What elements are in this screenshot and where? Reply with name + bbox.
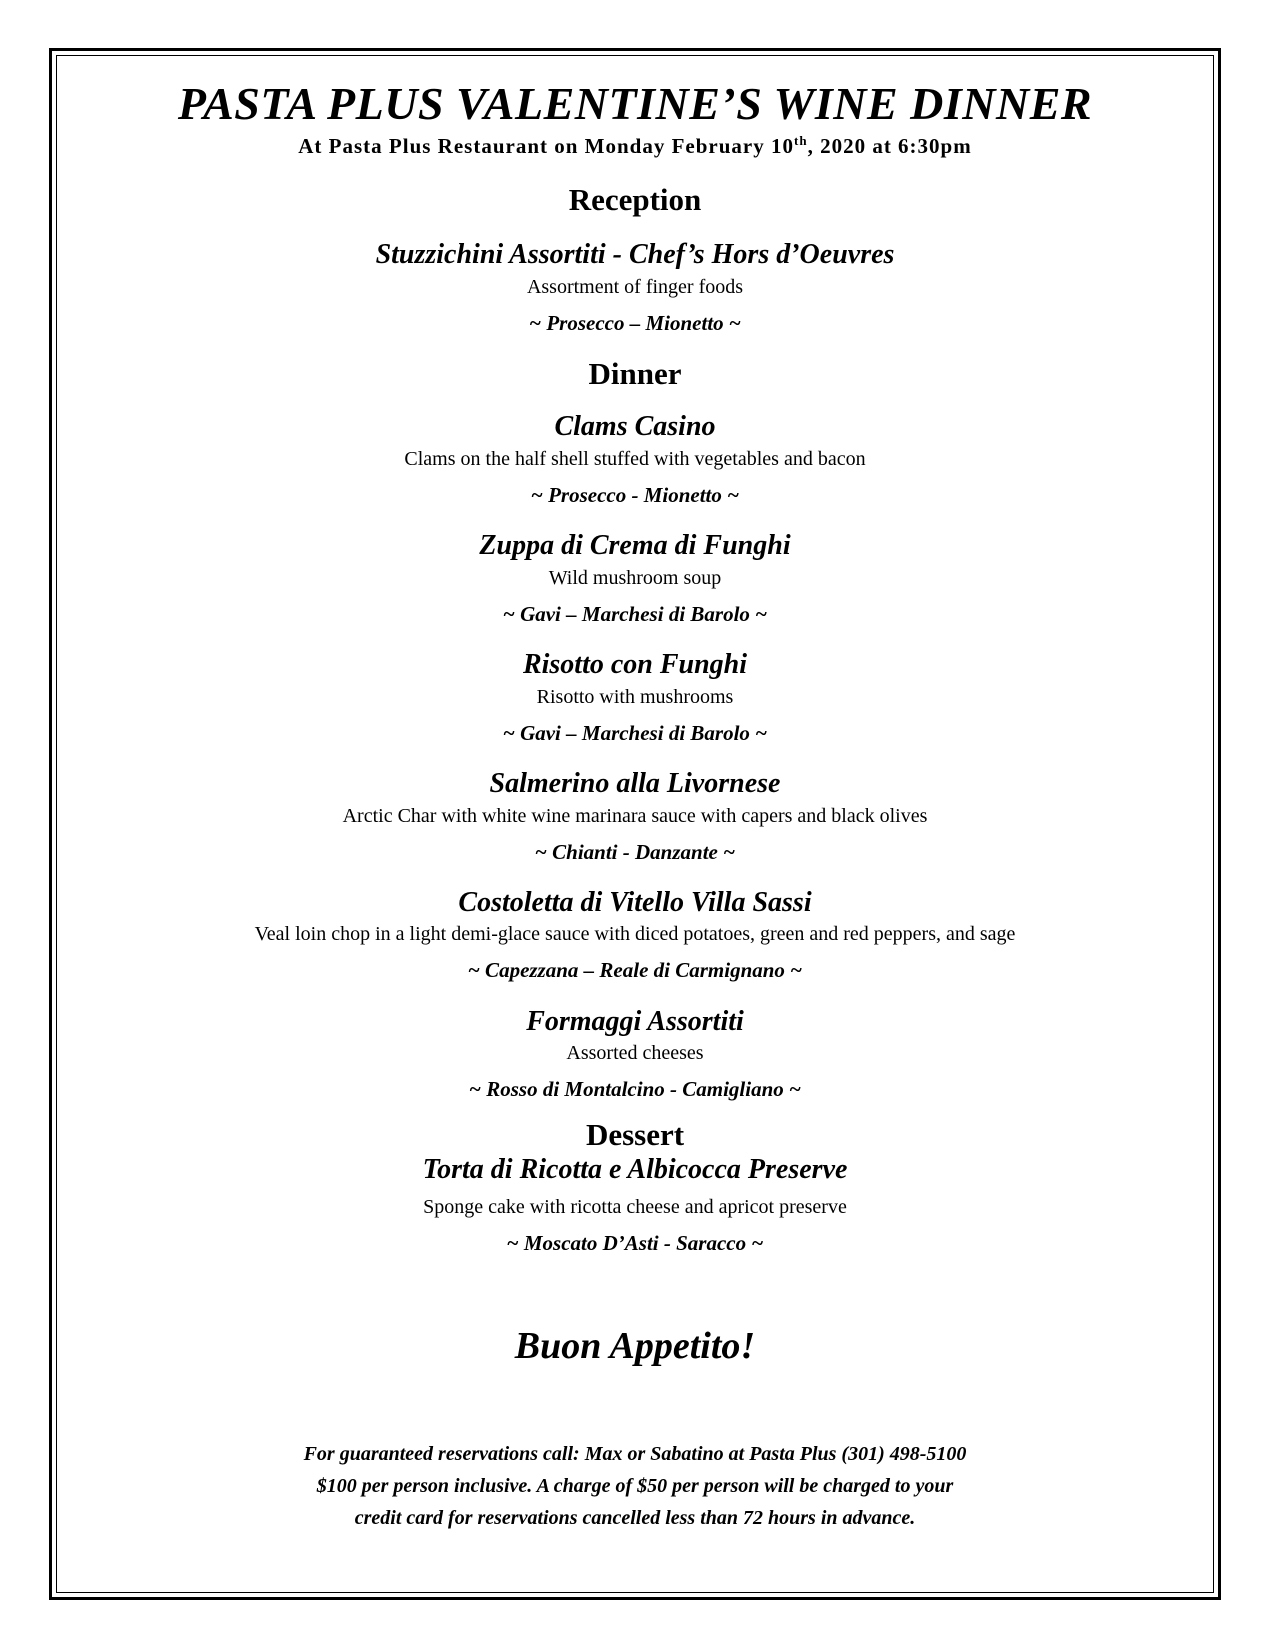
dish-name: Formaggi Assortiti	[526, 1005, 744, 1037]
wine-pairing: ~ Prosecco - Mionetto ~	[530, 482, 740, 507]
dish-name: Zuppa di Crema di Funghi	[479, 530, 791, 562]
section-heading-dinner: Dinner	[588, 356, 682, 392]
event-details-suffix: , 2020 at 6:30pm	[807, 134, 972, 158]
menu-item	[58, 529, 1212, 628]
dish-name: Costoletta di Vitello Villa Sassi	[458, 886, 812, 918]
dish-description: Arctic Char with white wine marinara sauce with capers and black olives	[342, 804, 928, 827]
dish-name: Risotto con Funghi	[522, 649, 748, 681]
dish-description: Sponge cake with ricotta cheese and apricot preserve	[423, 1196, 847, 1219]
section-heading-dessert: Dessert	[585, 1116, 685, 1152]
dish-name: Salmerino alla Livornese	[489, 767, 781, 799]
wine-pairing: ~ Gavi – Marchesi di Barolo ~	[502, 601, 768, 626]
reservation-line: $100 per person inclusive. A charge of $50 per person will be charged to your	[316, 1474, 954, 1497]
event-details	[58, 133, 1212, 159]
dish-description: Risotto with mushrooms	[536, 685, 734, 708]
dish-name: Stuzzichini Assortiti - Chef’s Hors d’Oeuvres	[375, 239, 895, 271]
dish-description: Assorted cheeses	[566, 1042, 704, 1065]
dish-name: Clams Casino	[554, 411, 716, 443]
wine-pairing: ~ Moscato D’Asti - Saracco ~	[506, 1231, 764, 1256]
dish-description: Assortment of finger foods	[526, 275, 744, 298]
menu-item	[58, 410, 1212, 509]
menu-item	[58, 767, 1212, 866]
menu-item	[58, 1153, 1212, 1258]
dish-description: Veal loin chop in a light demi-glace sauce with diced potatoes, green and red peppers, and sage	[254, 923, 1016, 946]
dish-name: Torta di Ricotta e Albicocca Preserve	[422, 1153, 848, 1185]
wine-pairing: ~ Capezzana – Reale di Carmignano ~	[467, 958, 803, 983]
menu-item	[58, 648, 1212, 747]
dish-description: Wild mushroom soup	[548, 566, 722, 589]
menu-content	[58, 55, 1212, 1534]
wine-pairing: ~ Prosecco – Mionetto ~	[529, 310, 741, 335]
dish-description: Clams on the half shell stuffed with vegetables and bacon	[404, 447, 866, 470]
wine-pairing: ~ Rosso di Montalcino - Camigliano ~	[469, 1077, 801, 1102]
reservation-line: For guaranteed reservations call: Max or Sabatino at Pasta Plus (301) 498-5100	[303, 1442, 967, 1465]
wine-pairing: ~ Gavi – Marchesi di Barolo ~	[502, 720, 768, 745]
reservation-info	[58, 1438, 1212, 1534]
menu-item	[58, 886, 1212, 985]
event-details-sup: th	[794, 133, 808, 148]
wine-pairing: ~ Chianti - Danzante ~	[534, 839, 736, 864]
menu-item	[58, 238, 1212, 337]
reservation-line: credit card for reservations cancelled less than 72 hours in advance.	[354, 1506, 916, 1529]
event-details-prefix: At Pasta Plus Restaurant on Monday February 10	[298, 134, 794, 158]
page-title: PASTA PLUS VALENTINE’S WINE DINNER	[177, 78, 1093, 129]
closing-message: Buon Appetito!	[514, 1324, 756, 1367]
section-heading-reception: Reception	[568, 182, 702, 217]
menu-item	[58, 1005, 1212, 1104]
